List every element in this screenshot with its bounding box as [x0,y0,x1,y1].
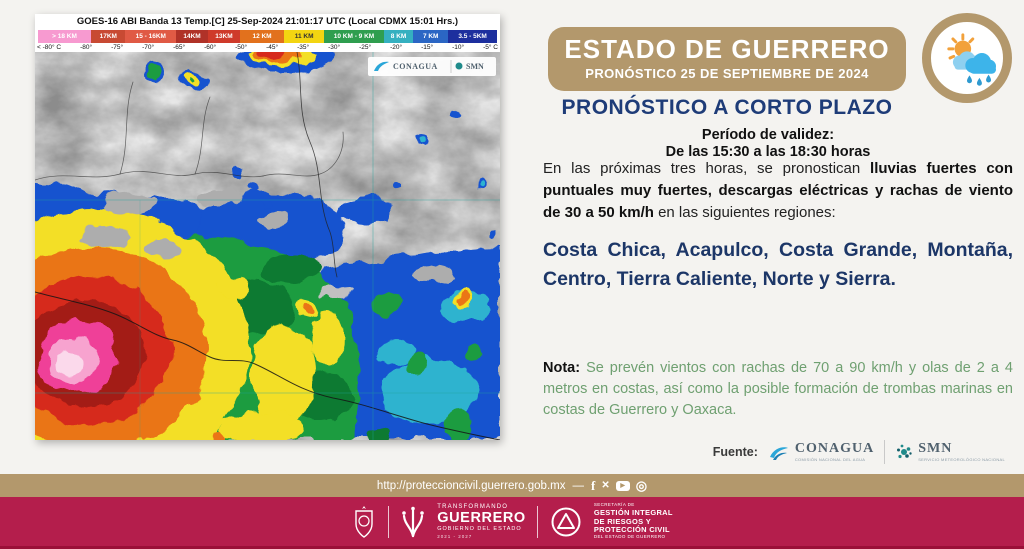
temp-label: -45° [266,44,279,51]
proteccion-civil-url[interactable]: http://proteccioncivil.guerrero.gob.mx [376,479,566,492]
gov-line3: GOBIERNO DEL ESTADO [437,526,522,533]
gov-line2: GUERRERO [437,509,526,526]
smn-subtitle: SERVICIO METEOROLÓGICO NACIONAL [918,457,1005,462]
secretaria-line: PROTECCIÓN CIVIL [593,525,670,535]
temp-label: -50° [235,44,248,51]
scale-segment: 3.5 - 5KM [448,30,497,43]
map-logo-box [368,57,496,76]
gov-line4: 2021 - 2027 [437,533,473,539]
conagua-wave-icon [768,444,790,461]
smn-spiral-icon [895,443,913,461]
sun-rain-icon [938,29,996,87]
scale-segment: 11 KM [284,30,324,43]
temp-label: -30° [328,44,341,51]
temp-label: -75° [111,44,124,51]
temp-label: < -80° C [37,44,62,51]
forecast-date: PRONÓSTICO 25 DE SEPTIEMBRE DE 2024 [585,66,869,81]
forecast-intro: En las próximas tres horas, se pronostican [543,160,871,177]
secretaria-line: SECRETARÍA DE [593,502,635,508]
scale-segment: > 18 KM [38,30,91,43]
forecast-hazards: lluvias fuertes con puntuales muy fuertes, descargas eléctricas y rachas de viento de 30 a 50 km/h [543,160,1013,221]
note-paragraph [543,358,1013,421]
gov-logo-group [351,502,673,541]
temp-label: -35° [297,44,310,51]
source-label: Fuente: [712,445,758,459]
scale-segment: 10 KM - 9 KM [324,30,384,43]
scale-segment: 7 KM [413,30,448,43]
footer-divider [388,506,389,538]
temp-label: -70° [142,44,155,51]
regions-list: Costa Chica, Acapulco, Costa Grande, Montaña, Centro, Tierra Caliente, Norte y Sierra. [543,239,1013,290]
proteccion-civil-icon [549,505,583,539]
forecast-paragraph [543,158,1013,224]
state-title: ESTADO DE GUERRERO [564,34,890,64]
conagua-wordmark: CONAGUA [794,441,875,456]
scale-segment: 12 KM [240,30,284,43]
coat-of-arms-icon [351,504,377,540]
map-smn-label: SMN [466,62,484,71]
satellite-map-graphic [35,52,500,440]
temp-label: -65° [173,44,186,51]
scale-segment: 13KM [208,30,240,43]
scale-segment: 15 - 16KM [125,30,176,43]
forecast-panel [543,0,1013,474]
altitude-color-scale [38,30,497,43]
smn-wordmark: SMN [918,441,953,456]
secretaria-line: DE RIESGOS Y [593,516,652,526]
conagua-subtitle: COMISIÓN NACIONAL DEL AGUA [794,457,866,462]
map-title: GOES-16 ABI Banda 13 Temp.[C] 25-Sep-2024 21:01:17 UTC (Local CDMX 15:01 Hrs.) [76,16,459,27]
validity-period [543,127,993,161]
validity-label: Período de validez: [701,127,835,143]
scale-segment: 17KM [91,30,125,43]
source-divider [884,440,885,464]
temp-label: -80° [80,44,93,51]
scale-segment: 14KM [176,30,208,43]
youtube-icon[interactable]: ▶ [616,481,630,491]
gov-text-block [437,504,526,540]
secretaria-line: GESTIÓN INTEGRAL [593,508,673,518]
social-icons [591,478,647,494]
note-label: Nota: [543,360,581,376]
temp-label: -20° [390,44,403,51]
temperature-scale-labels [37,43,498,52]
conagua-logo [768,442,874,462]
satellite-map-card [35,14,500,440]
temp-label: -25° [359,44,372,51]
map-conagua-label: CONAGUA [393,62,438,71]
section-title: PRONÓSTICO A CORTO PLAZO [561,96,893,119]
header-banner [548,27,906,91]
temp-label: -5° C [483,44,498,51]
note-text: Se prevén vientos con rachas de 70 a 90 km/h y olas de 2 a 4 metros en costas, así como la posible formación de trombas marinas en costas de Guerrero y Oaxaca. [543,360,1013,418]
facebook-icon[interactable]: f [590,477,596,493]
secretaria-text-block [594,502,673,541]
satellite-imagery [35,52,500,440]
temp-label: -60° [204,44,217,51]
validity-value: De las 15:30 a las 18:30 horas [665,144,871,160]
plant-icon [400,506,426,538]
smn-logo [895,442,1005,462]
footer-link-bar [0,474,1024,497]
instagram-icon[interactable]: ◎ [635,477,648,493]
footer-divider [537,506,538,538]
gov-line1: TRANSFORMANDO [437,503,509,510]
scale-segment: 8 KM [384,30,413,43]
url-separator: — [572,479,584,492]
smn-spiral-icon [456,63,463,70]
x-icon[interactable]: ✕ [601,480,610,491]
secretaria-line: DEL ESTADO DE GUERRERO [593,534,666,540]
temp-label: -15° [421,44,434,51]
forecast-outro: en las siguientes regiones: [653,204,836,221]
footer-gov-bar [0,497,1024,549]
temp-label: -10° [452,44,465,51]
weather-badge [922,13,1012,103]
source-row [713,440,1005,464]
